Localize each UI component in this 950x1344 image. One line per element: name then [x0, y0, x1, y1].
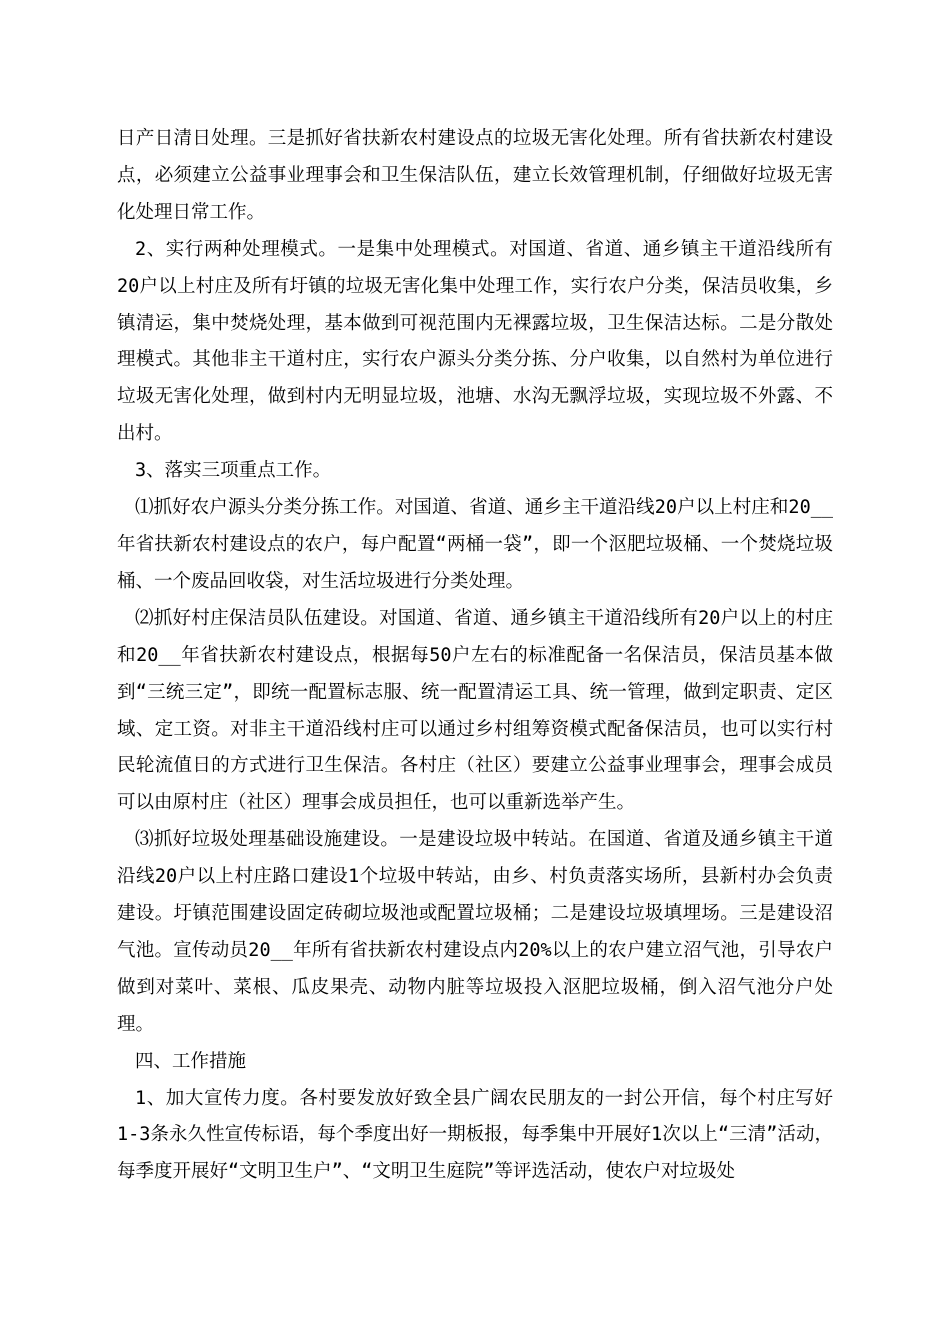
- section-heading: 四、工作措施: [135, 1050, 247, 1072]
- paragraph-3: 3、落实三项重点工作。: [135, 460, 332, 482]
- paragraph-4: ⑴抓好农户源头分类分拣工作。对国道、省道、通乡主干道沿线20户以上村庄和20__年省扶新农村建设点的农户，每户配置“两桶一袋”，即一个沤肥垃圾桶、一个焚烧垃圾桶、一个废品回收袋，对生活垃圾进行分类处理。: [117, 497, 833, 592]
- paragraph-6: ⑶抓好垃圾处理基础设施建设。一是建设垃圾中转站。在国道、省道及通乡镇主干道沿线20户以上村庄路口建设1个垃圾中转站，由乡、村负责落实场所，县新村办会负责建设。圩镇范围建设固定砖砌垃圾池或配置垃圾桶；二是建设垃圾填埋场。三是建设沼气池。宣传动员20__年所有省扶新农村建设点内20%以上的农户建立沼气池，引导农户做到对菜叶、菜根、瓜皮果壳、动物内脏等垃圾投入沤肥垃圾桶，倒入沼气池分户处理。: [117, 829, 833, 1035]
- document-body: [117, 121, 833, 1191]
- paragraph-1: 日产日清日处理。三是抓好省扶新农村建设点的垃圾无害化处理。所有省扶新农村建设点，必须建立公益事业理事会和卫生保洁队伍，建立长效管理机制，仔细做好垃圾无害化处理日常工作。: [117, 128, 833, 223]
- paragraph-2: 2、实行两种处理模式。一是集中处理模式。对国道、省道、通乡镇主干道沿线所有20户以上村庄及所有圩镇的垃圾无害化集中处理工作，实行农户分类，保洁员收集，乡镇清运，集中焚烧处理，基本做到可视范围内无裸露垃圾，卫生保洁达标。二是分散处理模式。其他非主干道村庄，实行农户源头分类分拣、分户收集，以自然村为单位进行垃圾无害化处理，做到村内无明显垃圾，池塘、水沟无飘浮垃圾，实现垃圾不外露、不出村。: [117, 238, 833, 445]
- paragraph-8: 1、加大宣传力度。各村要发放好致全县广阔农民朋友的一封公开信，每个村庄写好1-3条永久性宣传标语，每个季度出好一期板报，每季集中开展好1次以上“三清”活动，每季度开展好“文明卫生户”、“文明卫生庭院”等评选活动，使农户对垃圾处: [117, 1087, 833, 1183]
- paragraph-5: ⑵抓好村庄保洁员队伍建设。对国道、省道、通乡镇主干道沿线所有20户以上的村庄和20__年省扶新农村建设点，根据每50户左右的标准配备一名保洁员，保洁员基本做到“三统三定”，即统一配置标志服、统一配置清运工具、统一管理，做到定职责、定区域、定工资。对非主干道沿线村庄可以通过乡村组筹资模式配备保洁员，也可以实行村民轮流值日的方式进行卫生保洁。各村庄（社区）要建立公益事业理事会，理事会成员可以由原村庄（社区）理事会成员担任，也可以重新选举产生。: [117, 607, 833, 814]
